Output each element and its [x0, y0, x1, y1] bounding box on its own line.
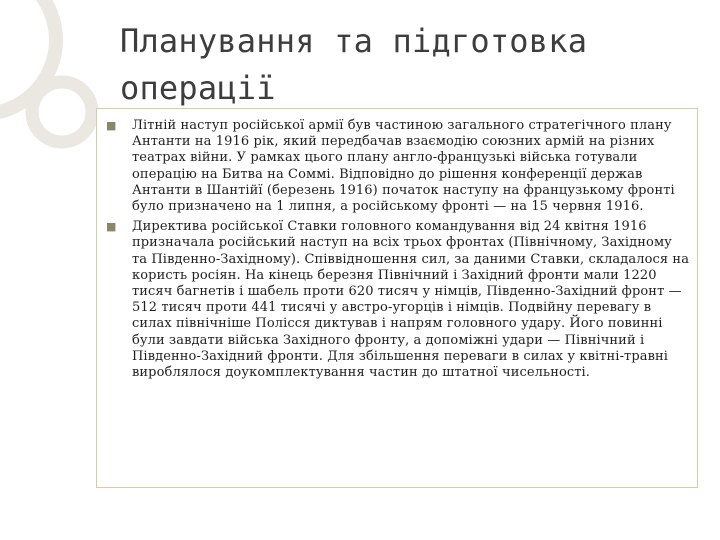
slide-title-line2: операції [120, 69, 276, 107]
slide-title [120, 18, 700, 112]
slide-title-line1: Планування та підготовка [120, 22, 588, 60]
bullet-text: Директива російської Ставки головного командування від 24 квітня 1916 призначала російський наступ на всіх трьох фронтах (Північному, Західному та Південно-Західному). Співвідношення сил, за даними Ставки, складалося на користь росіян. На кінець березня Північний і Західний фронти мали 1220 тисяч багнетів і шабель проти 620 тисяч у німців, Південно-Західний фронт — 512 тисяч проти 441 тисячі у австро-угорців і німців. Подвійну перевагу в силах північніше Полісся диктував і напрям головного удару. Його повинні були завдати війська Західного фронту, а допоміжні удари — Північний і Південно-Західний фронти. Для збільшення переваги в силах у квітні-травні вироблялося доукомплектування частин до штатної чисельності. [132, 219, 690, 381]
decorative-circles [0, 0, 110, 200]
bullet-item [106, 219, 691, 381]
square-bullet-icon: ■ [106, 119, 117, 132]
bullet-list [106, 118, 691, 385]
bullet-item [106, 118, 691, 215]
square-bullet-icon: ■ [106, 220, 117, 234]
bullet-text: Літній наступ російської армії був частиною загального стратегічного плану Антанти на 1916 рік, який передбачав взаємодію союзних армій на різних театрах війни. У рамках цього плану англо-французькі війська готували операцію на Битва на Соммі. Відповідно до рішення конференції держав Антанти в Шантійї (березень 1916) початок наступу на французькому фронті було призначено на 1 липня, а російському фронті — на 15 червня 1916. [132, 118, 675, 215]
